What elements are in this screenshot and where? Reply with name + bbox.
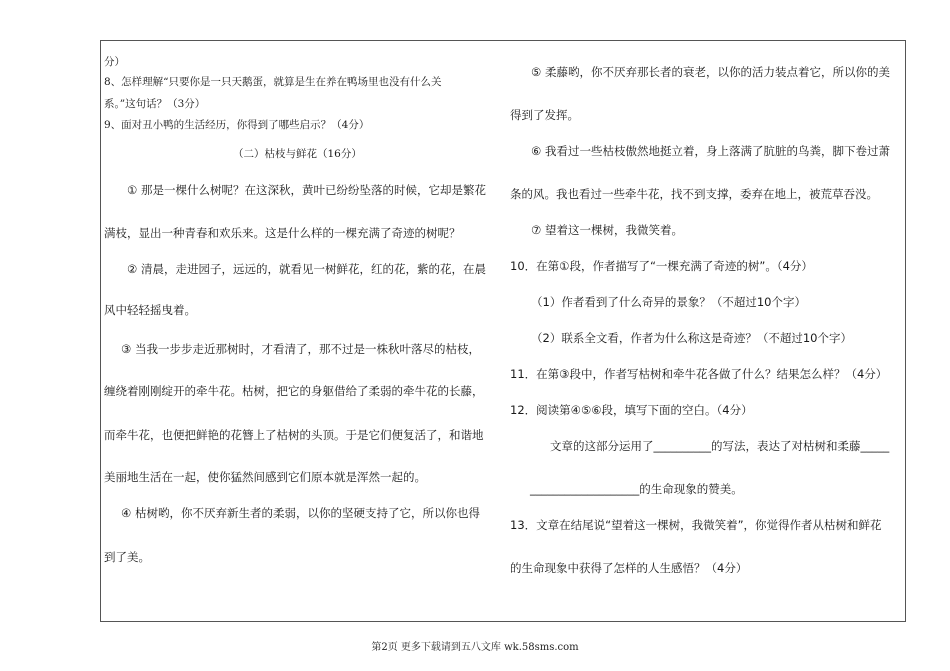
question-11: 11．在第③段中，作者写枯树和牵牛花各做了什么？结果怎么样？（4分） <box>510 367 888 381</box>
question-10-part-2: （2）联系全文看，作者为什么称这是奇迹？（不超过10个字） <box>531 331 852 345</box>
paragraph-6-line-2: 条的风。我也看过一些牵牛花，找不到支撑，委弃在地上，被荒草吞没。 <box>510 187 878 201</box>
left-line-continuation: 分） <box>104 56 125 68</box>
question-10: 10．在第①段，作者描写了“一棵充满了奇迹的树”。（4分） <box>510 259 813 273</box>
paragraph-1-line-2: 满枝，显出一种青春和欢乐来。这是什么样的一棵充满了奇迹的树呢？ <box>104 226 461 240</box>
paragraph-4-line-2: 到了美。 <box>104 550 150 564</box>
paragraph-5-line-2: 得到了发挥。 <box>510 108 579 122</box>
paragraph-2-line-1: ② 清晨，走进园子，远远的，就看见一树鲜花，红的花，紫的花，在晨 <box>127 262 486 276</box>
question-10-part-1: （1）作者看到了什么奇异的景象？（不超过10个字） <box>531 295 806 309</box>
paragraph-4-line-1: ④ 枯树哟，你不厌弃新生者的柔弱，以你的坚硬支持了它，所以你也得 <box>121 506 480 520</box>
question-13-line-2: 的生命现象中获得了怎样的人生感悟？（4分） <box>510 561 748 575</box>
question-12-fill-line-1: 文章的这部分运用了__________的写法，表达了对枯树和柔藤_____ <box>550 439 890 453</box>
paragraph-6-line-1: ⑥ 我看过一些枯枝傲然地挺立着，身上落满了肮脏的鸟粪，脚下卷过萧 <box>531 144 890 158</box>
paragraph-1-line-1: ① 那是一棵什么树呢？在这深秋，黄叶已纷纷坠落的时候，它却是繁花 <box>127 183 486 197</box>
page-footer: 第2页 更多下载请到五八文库 wk.58sms.com <box>371 642 579 653</box>
paragraph-2-line-2: 风中轻轻摇曳着。 <box>104 303 196 317</box>
paragraph-3-line-1: ③ 当我一步步走近那树时，才看清了，那不过是一株秋叶落尽的枯枝， <box>121 342 480 356</box>
paragraph-3-line-3: 而牵牛花，也便把鲜艳的花簪上了枯树的头顶。于是它们便复活了，和谐地 <box>104 428 484 442</box>
question-8-line-2: 系。”这句话？（3分） <box>104 98 206 110</box>
question-13-line-1: 13．文章在结尾说“望着这一棵树，我微笑着”，你觉得作者从枯树和鲜花 <box>510 518 882 532</box>
question-12: 12．阅读第④⑤⑥段，填写下面的空白。（4分） <box>510 403 753 417</box>
question-8-line-1: 8、怎样理解“只要你是一只天鹅蛋，就算是生在养在鸭场里也没有什么关 <box>104 76 442 88</box>
paragraph-7: ⑦ 望着这一棵树，我微笑着。 <box>531 223 683 237</box>
paragraph-3-line-2: 缠绕着刚刚绽开的牵牛花。枯树，把它的身躯借给了柔弱的牵牛花的长藤， <box>104 384 484 398</box>
question-12-fill-line-2: ___________________的生命现象的赞美。 <box>530 482 743 496</box>
paragraph-5-line-1: ⑤ 柔藤哟，你不厌弃那长者的衰老，以你的活力装点着它，所以你的美 <box>531 65 890 79</box>
section-title: （二）枯枝与鲜花（16分） <box>233 148 362 160</box>
paragraph-3-line-4: 美丽地生活在一起，使你猛然间感到它们原本就是浑然一起的。 <box>104 470 426 484</box>
question-9: 9、面对丑小鸭的生活经历，你得到了哪些启示？（4分） <box>104 119 370 131</box>
